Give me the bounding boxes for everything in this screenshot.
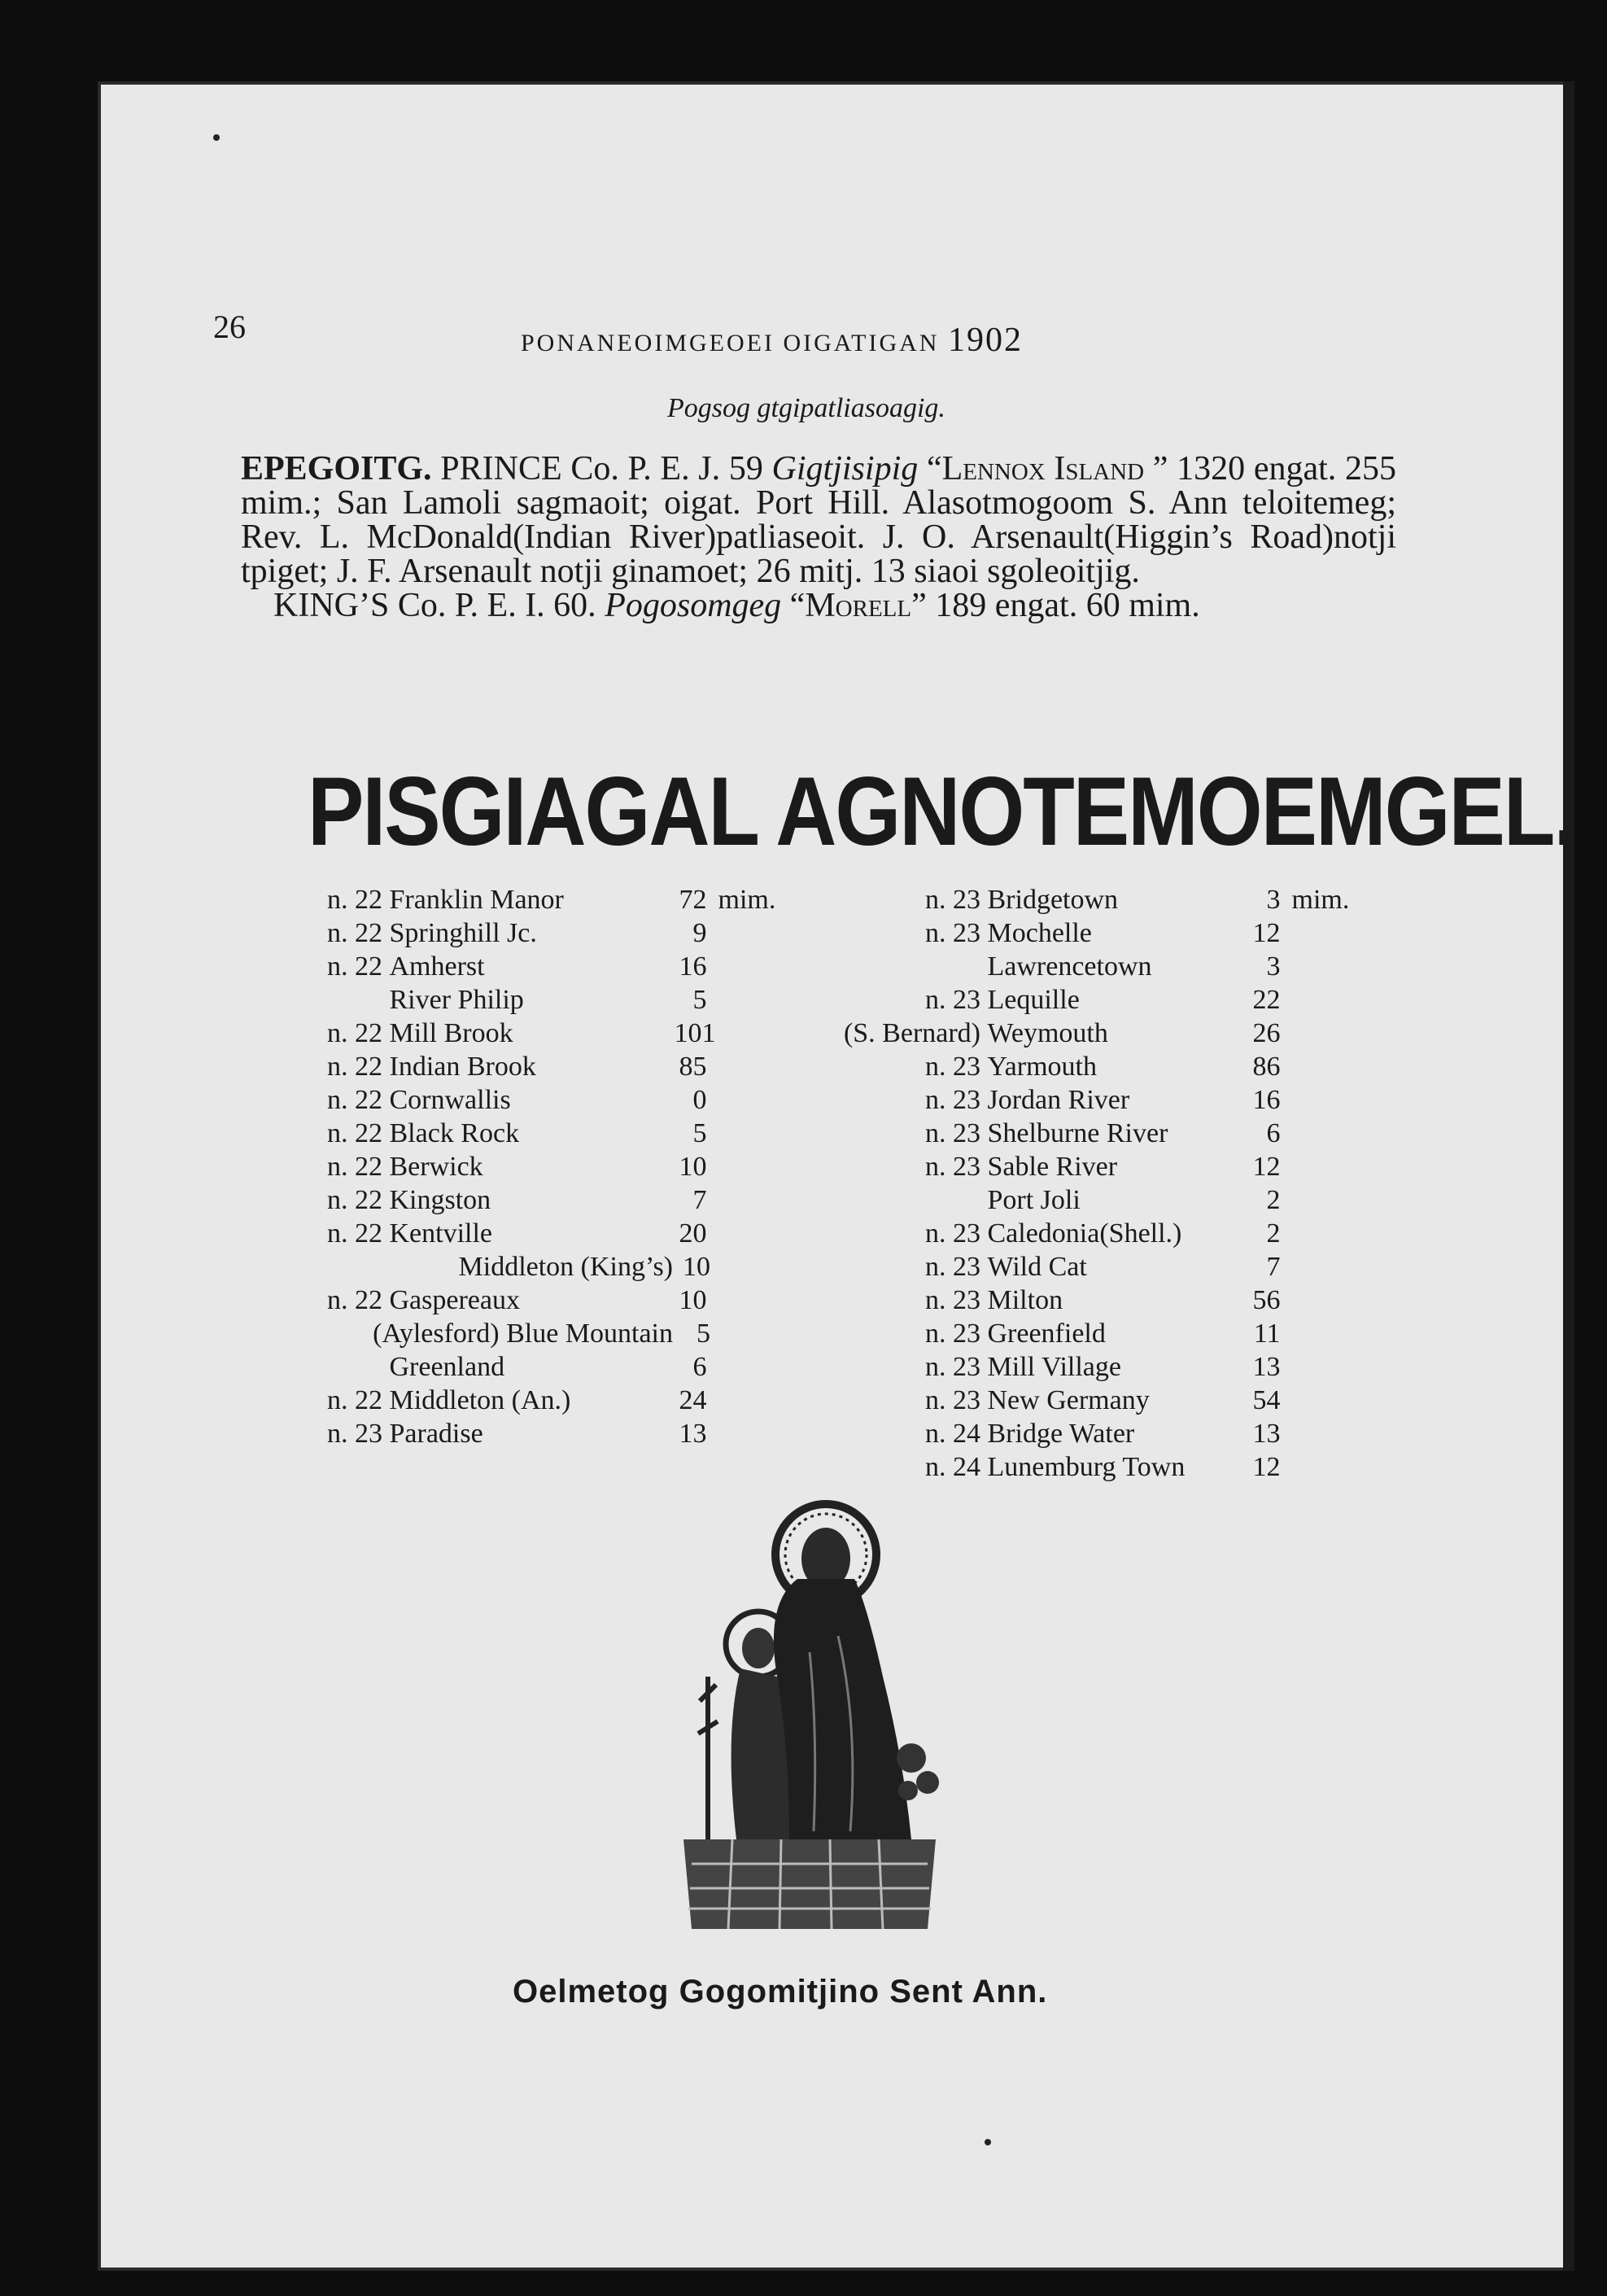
station-row	[818, 916, 1349, 950]
station-date: n. 22	[327, 1018, 382, 1048]
station-name: Caledonia(Shell.)	[987, 1218, 1182, 1249]
paragraph-text: PRINCE Co. P. E. J. 59	[431, 450, 772, 488]
paragraph-italic: Pogosomgeg	[605, 587, 782, 624]
station-name: River Philip	[389, 985, 524, 1015]
station-date: n. 22	[327, 1385, 382, 1415]
station-date: n. 23	[925, 1252, 980, 1282]
paragraph-smallcaps: Morell	[805, 587, 912, 624]
script-subtitle: Pogsog gtgipatliasoagig.	[667, 393, 945, 423]
left-station-list	[285, 883, 775, 1450]
station-date: n. 24	[925, 1419, 980, 1449]
station-date: n. 22	[327, 885, 382, 915]
station-row	[285, 1384, 775, 1417]
station-date	[285, 983, 382, 1017]
running-title	[521, 321, 1023, 360]
station-row	[818, 1150, 1349, 1183]
station-row	[818, 1317, 1349, 1350]
station-name: Port Joli	[987, 1185, 1081, 1215]
paragraph-text: ” 189 engat. 60 mim.	[911, 587, 1200, 624]
page-edge-shadow	[1563, 81, 1574, 2271]
station-row	[818, 1050, 1349, 1083]
station-name: Wild Cat	[987, 1252, 1087, 1282]
station-count: 56	[1252, 1285, 1281, 1315]
station-name: Jordan River	[987, 1085, 1130, 1115]
station-date: n. 23	[925, 1319, 980, 1349]
station-count: 13	[1252, 1352, 1281, 1382]
station-name: Bridge Water	[987, 1419, 1135, 1449]
station-count: 5	[692, 985, 707, 1015]
page-speck	[985, 2139, 991, 2145]
station-row	[818, 950, 1349, 983]
station-count: 12	[1252, 1452, 1281, 1482]
station-row	[285, 1317, 775, 1350]
station-row	[818, 1384, 1349, 1417]
paragraph-text: ” 1320 engat. 255 mim.; San Lamoli sagmaoit; oigat. Port Hill. Alasotmogoom S. Ann teloitemeg; Rev. L. McDonald(Indian River)patliaseoit. J. O. Arsenault(Higgin’s Road)notji tpiget; J. F. Arsenault notji ginamoet; 26 mitj. 13 siaoi sgoleoitjig.	[241, 450, 1396, 590]
station-name: Greenfield	[987, 1319, 1106, 1349]
paragraph-lead: EPEGOITG.	[241, 450, 432, 488]
station-count: 86	[1252, 1052, 1281, 1082]
station-date: n. 22	[327, 1052, 382, 1082]
station-date: n. 23	[925, 1118, 980, 1148]
station-row	[818, 1217, 1349, 1250]
station-row	[285, 1017, 775, 1050]
station-name: Middleton (An.)	[389, 1385, 571, 1415]
station-row	[818, 1017, 1349, 1050]
station-count: 72	[679, 885, 707, 915]
station-row	[285, 916, 775, 950]
station-date: n. 23	[925, 1385, 980, 1415]
station-count: 13	[1252, 1419, 1281, 1449]
station-date: n. 22	[327, 1118, 382, 1148]
station-date: n. 22	[327, 951, 382, 982]
station-count: 0	[692, 1085, 707, 1115]
station-row	[285, 1417, 775, 1450]
station-row	[285, 950, 775, 983]
paragraph-text: “	[918, 450, 942, 488]
station-name: (Aylesford) Blue Mountain	[373, 1319, 673, 1349]
station-row	[818, 1284, 1349, 1317]
paragraph-text: KING’S Co. P. E. I. 60.	[273, 587, 605, 624]
section-heading: PISGIAGAL AGNOTEMOEMGEL.	[308, 758, 1576, 867]
station-name: Milton	[987, 1285, 1063, 1315]
station-date: n. 23	[925, 918, 980, 948]
station-date: n. 23	[925, 1052, 980, 1082]
station-count: 3	[1266, 885, 1281, 915]
station-count: 24	[679, 1385, 707, 1415]
diocese-paragraph	[241, 452, 1396, 623]
station-name: Sable River	[987, 1152, 1118, 1182]
station-date: n. 22	[327, 1185, 382, 1215]
running-title-text: PONANEOIMGEOEI OIGATIGAN	[521, 330, 940, 356]
station-name: Lawrencetown	[987, 951, 1152, 982]
station-unit: mim.	[1291, 885, 1350, 915]
paragraph-smallcaps: Lennox Island	[941, 450, 1145, 488]
station-row	[818, 983, 1349, 1017]
station-row	[285, 983, 775, 1017]
station-name: Weymouth	[987, 1018, 1108, 1048]
station-date: n. 22	[327, 1218, 382, 1249]
station-name: Amherst	[389, 951, 485, 982]
station-name: Indian Brook	[389, 1052, 536, 1082]
station-row	[818, 883, 1349, 916]
station-count: 13	[679, 1419, 707, 1449]
station-name: Mochelle	[987, 918, 1092, 948]
station-count: 7	[692, 1185, 707, 1215]
station-count: 9	[692, 918, 707, 948]
station-name: Kentville	[389, 1218, 493, 1249]
station-row	[818, 1083, 1349, 1117]
station-row	[818, 1450, 1349, 1484]
station-row	[285, 1150, 775, 1183]
station-name: Lequille	[987, 985, 1080, 1015]
illustration-caption: Oelmetog Gogomitjino Sent Ann.	[513, 1974, 1048, 2010]
station-row	[285, 1350, 775, 1384]
station-name: Middleton (King’s)	[458, 1252, 673, 1282]
station-count: 12	[1252, 918, 1281, 948]
station-count: 5	[692, 1118, 707, 1148]
station-count: 16	[679, 951, 707, 982]
running-title-year: 1902	[947, 321, 1023, 359]
station-name: Mill Village	[987, 1352, 1121, 1382]
station-count: 5	[697, 1319, 710, 1349]
station-date: n. 23	[925, 1085, 980, 1115]
station-date	[818, 1183, 980, 1217]
station-count: 85	[679, 1052, 707, 1082]
station-date: n. 24	[925, 1452, 980, 1482]
station-row	[285, 1183, 775, 1217]
station-name: Greenland	[389, 1352, 505, 1382]
station-row	[818, 1417, 1349, 1450]
station-name: New Germany	[987, 1385, 1150, 1415]
station-date: n. 22	[327, 918, 382, 948]
station-date: n. 22	[327, 1152, 382, 1182]
station-date: n. 23	[925, 885, 980, 915]
station-name: Gaspereaux	[389, 1285, 520, 1315]
station-count: 12	[1252, 1152, 1281, 1182]
station-count: 54	[1252, 1385, 1281, 1415]
station-date: (S. Bernard)	[843, 1018, 980, 1048]
station-row	[818, 1117, 1349, 1150]
station-name: Yarmouth	[987, 1052, 1097, 1082]
station-name: Franklin Manor	[389, 885, 564, 915]
station-row	[818, 1250, 1349, 1284]
station-date: n. 23	[925, 1152, 980, 1182]
station-date: n. 23	[925, 1352, 980, 1382]
station-row	[285, 1284, 775, 1317]
station-count: 6	[692, 1352, 707, 1382]
station-count: 10	[679, 1152, 707, 1182]
station-unit: mim.	[718, 885, 776, 915]
station-count: 22	[1252, 985, 1281, 1015]
station-name: Cornwallis	[389, 1085, 511, 1115]
station-count: 10	[679, 1285, 707, 1315]
station-name: Kingston	[389, 1185, 491, 1215]
station-name: Bridgetown	[987, 885, 1119, 915]
page-speck	[213, 134, 220, 141]
station-name: Springhill Jc.	[389, 918, 537, 948]
station-count: 7	[1266, 1252, 1281, 1282]
station-count: 26	[1252, 1018, 1281, 1048]
station-date	[818, 950, 980, 983]
station-count: 2	[1266, 1185, 1281, 1215]
paragraph-italic: Gigtjisipig	[771, 450, 919, 488]
paragraph-kings-county	[241, 588, 1396, 623]
station-date: n. 23	[925, 1285, 980, 1315]
station-count: 10	[683, 1252, 710, 1282]
station-name: Shelburne River	[987, 1118, 1168, 1148]
right-station-list	[818, 883, 1349, 1484]
station-date	[285, 1350, 382, 1384]
paragraph-text: “	[781, 587, 806, 624]
page-number: 26	[213, 308, 246, 345]
station-count: 3	[1266, 951, 1281, 982]
station-count: 20	[679, 1218, 707, 1249]
station-row	[818, 1350, 1349, 1384]
station-name: Paradise	[389, 1419, 483, 1449]
station-name: Berwick	[389, 1152, 483, 1182]
station-row	[285, 1050, 775, 1083]
station-row	[285, 1250, 775, 1284]
station-count: 2	[1266, 1218, 1281, 1249]
station-date: n. 22	[327, 1085, 382, 1115]
station-date: n. 22	[327, 1285, 382, 1315]
station-count: 6	[1266, 1118, 1281, 1148]
station-name: Lunemburg Town	[987, 1452, 1186, 1482]
station-row	[818, 1183, 1349, 1217]
station-name: Black Rock	[389, 1118, 520, 1148]
paragraph-prince-county	[241, 452, 1396, 588]
station-date: n. 23	[327, 1419, 382, 1449]
station-count: 16	[1252, 1085, 1281, 1115]
station-date: n. 23	[925, 985, 980, 1015]
station-count: 101	[674, 1018, 716, 1048]
station-name: Mill Brook	[389, 1018, 513, 1048]
station-row	[285, 1217, 775, 1250]
station-row	[285, 1083, 775, 1117]
station-row	[285, 1117, 775, 1150]
station-row	[285, 883, 775, 916]
station-date: n. 23	[925, 1218, 980, 1249]
station-count: 11	[1253, 1319, 1281, 1349]
saint-anne-and-child-woodcut-icon	[667, 1489, 944, 1945]
